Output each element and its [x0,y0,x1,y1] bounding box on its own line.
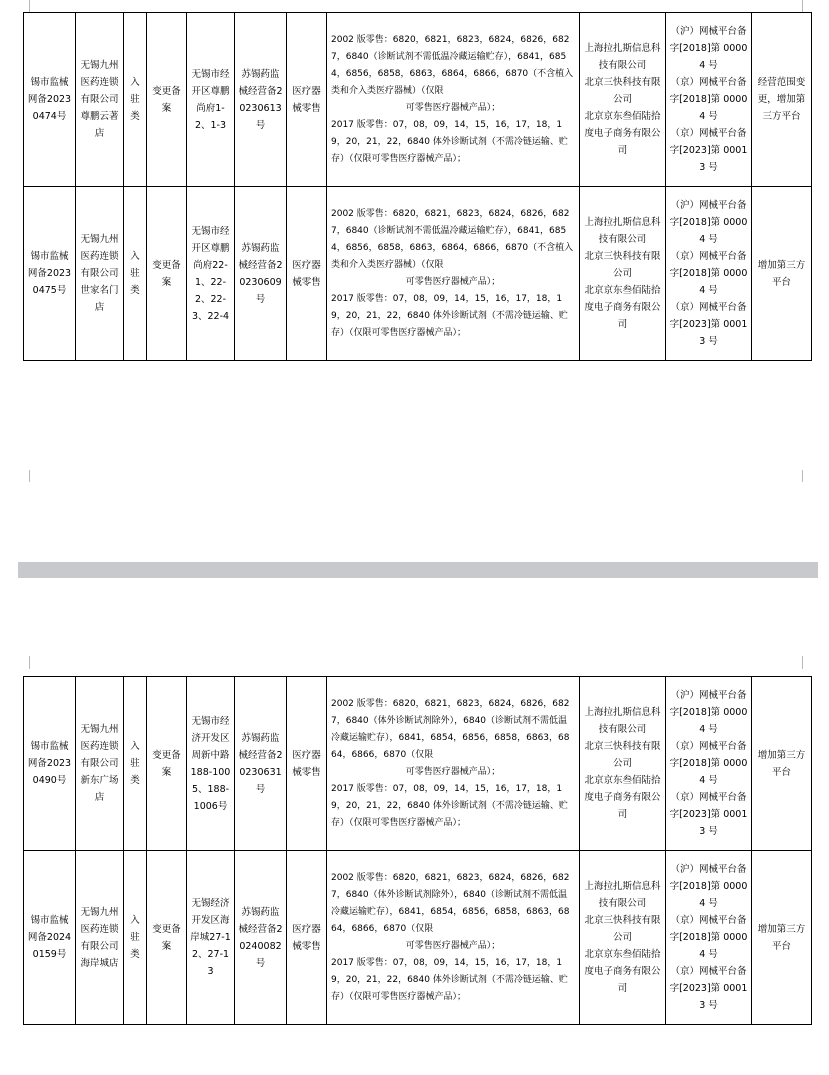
document-page-2 [0,578,829,1075]
type-cell: 入驻类 [124,187,147,361]
platform-name: 北京京东叁佰陆拾度电子商务有限公司 [584,949,661,994]
record-table [23,12,812,361]
table-row [24,13,812,187]
scope-cell [327,13,580,187]
change-cell: 变更备案 [147,677,187,851]
platform-name: 北京三快科技有限公司 [584,741,661,769]
record-table [23,676,812,1025]
platform-name: 北京三快科技有限公司 [584,251,661,279]
platform-name: 上海拉扎斯信息科技有限公司 [584,707,661,735]
remark-cell: 增加第三方平台 [752,187,812,361]
page-corner-mark [29,656,30,669]
scope-2002-text: 2002 版零售：6820，6821，6823，6824，6826，6827，6840（诊断试剂不需低温冷藏运输贮存），6841，6854，6856，6858，6863，6864，6866，6870（不含植入类和介入类医疗器械）（仅限 [331,208,574,270]
platform-cell [580,13,666,187]
platform-name: 上海拉扎斯信息科技有限公司 [584,43,661,71]
change-cell: 变更备案 [147,187,187,361]
platform-cell [580,851,666,1025]
filing-number: （京）网械平台备字[2023]第 00013 号 [669,302,748,347]
company-cell: 无锡九州医药连锁有限公司新东广场店 [76,677,124,851]
record-number-cell: 锡市监械网备20240159号 [24,851,76,1025]
filing-cell [666,13,752,187]
scope-2017-text: 2017 版零售：07，08，09，14，15，16，17，18，19，20，21，22，6840 体外诊断试剂（不需冷链运输、贮存）（仅限可零售医疗器械产品）； [331,293,568,338]
platform-name: 北京三快科技有限公司 [584,915,661,943]
category-cell: 医疗器械零售 [287,677,327,851]
filing-number: （京）网械平台备字[2018]第 00004 号 [669,741,748,786]
scope-cell [327,187,580,361]
address-cell: 无锡经济开发区海岸城27-12、27-13 [187,851,235,1025]
license-cell: 苏锡药监械经营备20230609号 [235,187,287,361]
type-cell: 入驻类 [124,677,147,851]
table-row [24,677,812,851]
filing-number: （京）网械平台备字[2023]第 00013 号 [669,128,748,173]
license-cell: 苏锡药监械经营备20230631号 [235,677,287,851]
scope-cell [327,677,580,851]
platform-name: 北京三快科技有限公司 [584,77,661,105]
platform-name: 北京京东叁佰陆拾度电子商务有限公司 [584,111,661,156]
company-cell: 无锡九州医药连锁有限公司海岸城店 [76,851,124,1025]
scope-2002-tail: 可零售医疗器械产品）； [405,766,501,777]
platform-cell [580,187,666,361]
record-number-cell: 锡市监械网备20230475号 [24,187,76,361]
page-corner-mark [29,470,30,482]
platform-cell [580,677,666,851]
filing-number: （京）网械平台备字[2018]第 00004 号 [669,915,748,960]
change-cell: 变更备案 [147,851,187,1025]
platform-name: 上海拉扎斯信息科技有限公司 [584,881,661,909]
page-corner-mark [802,656,803,669]
scope-2002-text: 2002 版零售：6820，6821，6823，6824，6826，6827，6840（诊断试剂不需低温冷藏运输贮存），6841，6854，6856，6858，6863，6864，6866，6870（不含植入类和介入类医疗器械）（仅限 [331,34,574,96]
company-cell: 无锡九州医药连锁有限公司世家名门店 [76,187,124,361]
page-separator [18,562,818,578]
record-number-cell: 锡市监械网备20230490号 [24,677,76,851]
platform-name: 北京京东叁佰陆拾度电子商务有限公司 [584,285,661,330]
filing-cell [666,187,752,361]
company-cell: 无锡九州医药连锁有限公司尊鹏云著店 [76,13,124,187]
platform-name: 上海拉扎斯信息科技有限公司 [584,217,661,245]
filing-number: （京）网械平台备字[2023]第 00013 号 [669,792,748,837]
table-row [24,851,812,1025]
license-cell: 苏锡药监械经营备20240082号 [235,851,287,1025]
remark-cell: 增加第三方平台 [752,851,812,1025]
filing-number: （京）网械平台备字[2023]第 00013 号 [669,966,748,1011]
address-cell: 无锡市经开区尊鹏尚府1-2、1-3 [187,13,235,187]
remark-cell: 经营范围变更，增加第三方平台 [752,13,812,187]
scope-2002-tail: 可零售医疗器械产品）； [405,276,501,287]
filing-number: （沪）网械平台备字[2018]第 00004 号 [669,690,748,735]
category-cell: 医疗器械零售 [287,187,327,361]
scope-2017-text: 2017 版零售：07，08，09，14，15，16，17，18，19，20，21，22，6840 体外诊断试剂（不需冷链运输、贮存）（仅限可零售医疗器械产品）； [331,119,568,164]
record-number-cell: 锡市监械网备20230474号 [24,13,76,187]
filing-cell [666,851,752,1025]
scope-2002-text: 2002 版零售：6820，6821，6823，6824，6826，6827，6840（体外诊断试剂除外），6840（诊断试剂不需低温冷藏运输贮存），6841，6854，6856，6858，6863，6864，6866，6870（仅限 [331,698,570,760]
change-cell: 变更备案 [147,13,187,187]
filing-cell [666,677,752,851]
filing-number: （沪）网械平台备字[2018]第 00004 号 [669,200,748,245]
filing-number: （沪）网械平台备字[2018]第 00004 号 [669,26,748,71]
scope-2002-tail: 可零售医疗器械产品）； [405,940,501,951]
page-corner-mark [802,470,803,482]
filing-number: （京）网械平台备字[2018]第 00004 号 [669,251,748,296]
scope-2002-tail: 可零售医疗器械产品）； [405,102,501,113]
scope-2017-text: 2017 版零售：07，08，09，14，15，16，17，18，19，20，21，22，6840 体外诊断试剂（不需冷链运输、贮存）（仅限可零售医疗器械产品）； [331,957,568,1002]
scope-2002-text: 2002 版零售：6820，6821，6823，6824，6826，6827，6840（体外诊断试剂除外），6840（诊断试剂不需低温冷藏运输贮存），6841，6854，6856，6858，6863，6864，6866，6870（仅限 [331,872,570,934]
type-cell: 入驻类 [124,13,147,187]
filing-number: （沪）网械平台备字[2018]第 00004 号 [669,864,748,909]
remark-cell: 增加第三方平台 [752,677,812,851]
platform-name: 北京京东叁佰陆拾度电子商务有限公司 [584,775,661,820]
category-cell: 医疗器械零售 [287,851,327,1025]
address-cell: 无锡市经开区尊鹏尚府22-1、22-2、22-3、22-4 [187,187,235,361]
filing-number: （京）网械平台备字[2018]第 00004 号 [669,77,748,122]
address-cell: 无锡市经济开发区周新中路188-1005、188-1006号 [187,677,235,851]
scope-2017-text: 2017 版零售：07，08，09，14，15，16，17，18，19，20，21，22，6840 体外诊断试剂（不需冷链运输、贮存）（仅限可零售医疗器械产品）； [331,783,568,828]
type-cell: 入驻类 [124,851,147,1025]
category-cell: 医疗器械零售 [287,13,327,187]
table-row [24,187,812,361]
scope-cell [327,851,580,1025]
license-cell: 苏锡药监械经营备20230613号 [235,13,287,187]
